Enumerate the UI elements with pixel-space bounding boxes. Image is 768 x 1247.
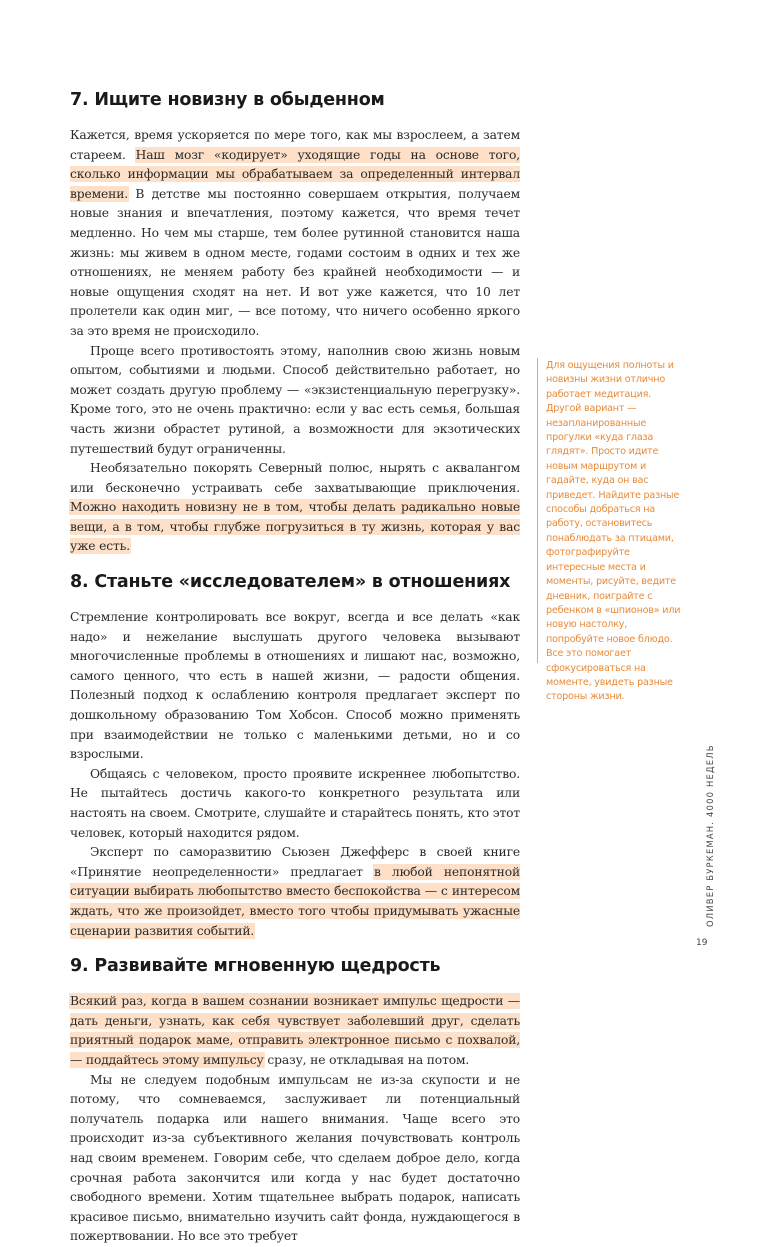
section-heading: 7. Ищите новизну в обыденном [70,90,385,110]
highlight: в любой непонятной ситуации выбирать любопытство вместо беспокойства — с интересом ждать, что же произойдет, вместо того чтобы придумывать ужасные сценарии развития событий. [70,864,520,938]
text: Эксперт по саморазвитию Сьюзен Джефферс в своей книге «Принятие неопределенности» предлагает [70,845,520,879]
text: В детстве мы постоянно совершаем открытия, получаем новые знания и впечатления, поэтому кажется, что время течет медленно. Но чем мы старше, тем более рутинной становится наша жизнь: мы живем в одном месте, годами состоим в одних и тех же отношениях, не меняем работу без крайней необходимости — и новые ощущения сходят на нет. И вот уже кажется, что 10 лет пролетели как один миг, — все потому, что ничего особенно яркого за это время не происходило. [70,186,520,338]
section-9 [70,954,520,1247]
paragraph: Общаясь с человеком, просто проявите искреннее любопытство. Не пытайтесь достичь какого-то конкретного результата или настоять на своем. Смотрите, слушайте и старайтесь понять, кто этот человек, который находится рядом. [70,766,520,840]
sidebar-text: Для ощущения полноты и новизны жизни отлично работает медитация. Другой вариант — незапланированные прогулки «куда глаза глядят». Просто идите новым маршрутом и гадайте, куда он вас приведет. Найдите разные способы добраться на работу, остановитесь понаблюдать за птицами, фотографируйте интересные места и моменты, рисуйте, ведите дневник, поиграйте с ребенком в «шпионов» или новую настолку, попробуйте новое блюдо. Все это помогает сфокусироваться на моменте, увидеть разные стороны жизни. [546,360,681,703]
section-8 [70,570,520,941]
text: Кажется, время ускоряется по мере того, как мы взрослеем, а затем стареем. [70,128,520,162]
highlight: Наш мозг «кодирует» уходящие годы на основе того, сколько информации мы обрабатываем за определенный интервал времени. [70,147,520,201]
text: сразу, не откладывая на потом. [263,1052,470,1067]
page-number: 19 [696,938,708,948]
section-7 [70,88,520,557]
text: Необязательно покорять Северный полюс, нырять с аквалангом или бесконечно устраивать себе захватывающие приключения. [70,461,520,495]
paragraph [70,843,520,941]
highlight: Можно находить новизну не в том, чтобы делать радикально новые вещи, а в том, чтобы глубже погрузиться в ту жизнь, которая у вас уже есть. [70,500,520,554]
paragraph: Проще всего противостоять этому, наполнив свою жизнь новым опытом, событиями и людьми. Способ действительно работает, но может создать другую проблему — «экзистенциальную перегрузку». Кроме того, это не очень практично: если у вас есть семья, большая часть жизни обрастет рутиной, а возможности для экзотических путешествий будут ограниченны. [70,343,520,456]
section-heading: 9. Развивайте мгновенную щедрость [70,956,441,977]
sidebar-note [537,358,686,703]
section-heading: 8. Станьте «исследователем» в отношениях [70,572,511,593]
highlight: Всякий раз, когда в вашем сознании возникает импульс щедрости — дать деньги, узнать, как себя чувствует заболевший друг, сделать приятный подарок маме, отправить электронное письмо с похвалой, — поддайтесь этому импульсу [70,994,520,1067]
main-column [70,88,520,1247]
paragraph [70,126,520,342]
paragraph [70,992,520,1070]
paragraph [70,459,520,557]
paragraph: Мы не следуем подобным импульсам не из-за скупости и не потому, что сомневаемся, заслуживает ли потенциальный получатель подарка или нашего внимания. Чаще всего это происходит из-за субъективного желания почувствовать контроль над своим временем. Говорим себе, что сделаем доброе дело, когда срочная работа закончится или когда у нас будет достаточно свободного времени. Хотим тщательнее выбрать подарок, написать красивое письмо, внимательно изучить сайт фонда, нуждающегося в пожертвовании. Но все это требует [70,1072,520,1244]
paragraph: Стремление контролировать все вокруг, всегда и все делать «как надо» и нежелание выслушать другого человека вызывают многочисленные проблемы в отношениях и лишают нас, возможно, самого ценного, что есть в нашей жизни, — радости общения. Полезный подход к ослаблению контроля предлагает эксперт по дошкольному образованию Том Хобсон. Способ можно применять при взаимодействии не только с маленькими детьми, но и со взрослыми. [70,610,520,762]
running-head: ОЛИВЕР БУРКЕМАН. 4000 НЕДЕЛЬ [705,744,715,927]
